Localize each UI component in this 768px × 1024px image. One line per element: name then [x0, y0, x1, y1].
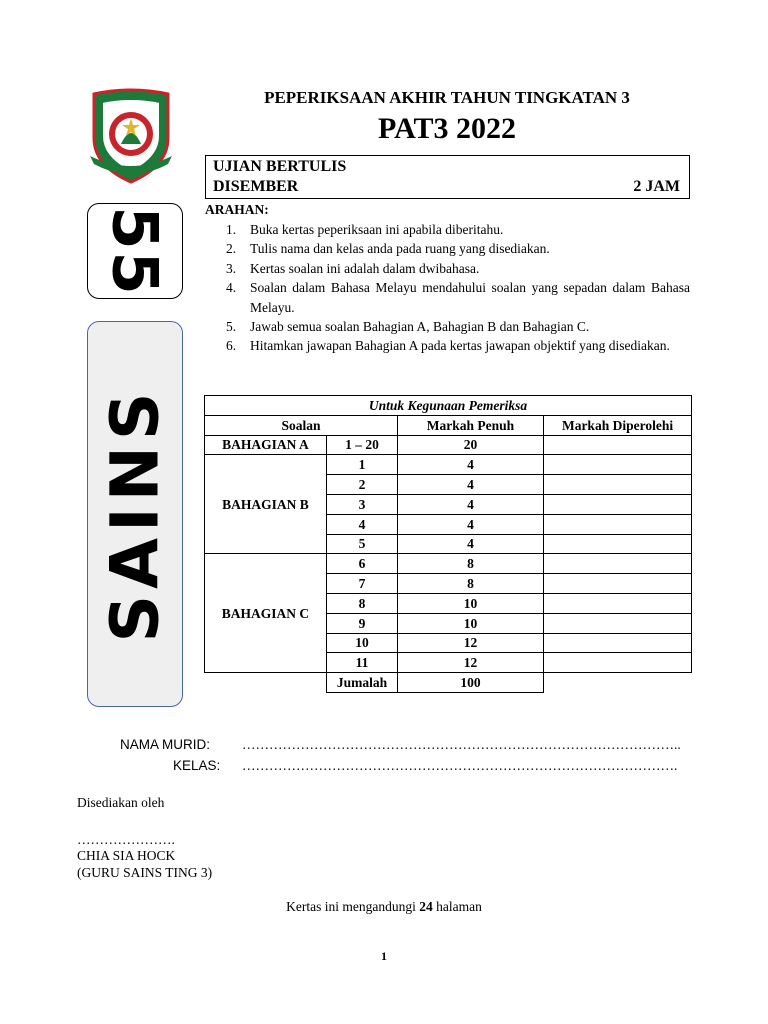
section-c-label: BAHAGIAN C	[205, 554, 327, 673]
page-count: 24	[419, 899, 433, 914]
full-marks: 4	[398, 514, 544, 534]
full-marks: 4	[398, 494, 544, 514]
question-number: 7	[327, 574, 398, 594]
question-number: 3	[327, 494, 398, 514]
obtained-cell	[544, 613, 692, 633]
full-marks: 4	[398, 534, 544, 554]
subject-banner	[87, 321, 183, 707]
instructions-list	[226, 220, 690, 356]
obtained-cell	[544, 435, 692, 455]
instruction-item: 2. Tulis nama dan kelas anda pada ruang yang disediakan.	[226, 241, 550, 257]
page-number: 1	[381, 949, 387, 963]
school-crest-logo	[88, 88, 174, 184]
full-marks: 4	[398, 475, 544, 495]
table-row	[205, 435, 692, 455]
question-number: 9	[327, 613, 398, 633]
total-label: Jumalah	[327, 673, 398, 693]
instruction-item: 4. Soalan dalam Bahasa Melayu mendahului soalan yang sepadan dalam Bahasa Melayu.	[226, 280, 690, 315]
header-obtained: Markah Diperolehi	[544, 415, 692, 435]
exam-duration: 2 JAM	[633, 178, 680, 195]
full-marks: 8	[398, 574, 544, 594]
instruction-item: 3. Kertas soalan ini adalah dalam dwibahasa.	[226, 260, 480, 276]
full-marks: 4	[398, 455, 544, 475]
instruction-item: 6. Hitamkan jawapan Bahagian A pada kertas jawapan objektif yang disediakan.	[226, 338, 670, 354]
obtained-cell	[544, 534, 692, 554]
table-row	[205, 455, 692, 475]
exam-info-box	[205, 155, 690, 199]
instruction-item: 5. Jawab semua soalan Bahagian A, Bahagian B dan Bahagian C.	[226, 319, 590, 335]
marks-table	[204, 395, 692, 693]
exam-month: DISEMBER	[213, 178, 299, 195]
header-full-marks: Markah Penuh	[398, 415, 544, 435]
empty-cell	[205, 673, 327, 693]
question-number: 11	[327, 653, 398, 673]
obtained-cell	[544, 514, 692, 534]
question-number: 8	[327, 593, 398, 613]
header-question: Soalan	[205, 415, 398, 435]
full-marks: 10	[398, 613, 544, 633]
question-number: 4	[327, 514, 398, 534]
total-marks: 100	[398, 673, 544, 693]
obtained-cell	[544, 455, 692, 475]
student-class-field[interactable]: …………………………………………………………………………………….	[242, 758, 678, 773]
prepared-by-label: Disediakan oleh	[77, 795, 165, 810]
section-a-range: 1 – 20	[327, 435, 398, 455]
instruction-item: 1. Buka kertas peperiksaan ini apabila diberitahu.	[226, 222, 504, 237]
question-number: 5	[327, 534, 398, 554]
table-caption-row	[205, 396, 692, 416]
question-number: 6	[327, 554, 398, 574]
student-name-field[interactable]: ……………………………………………………………………………………..	[242, 737, 681, 752]
section-b-label: BAHAGIAN B	[205, 455, 327, 554]
question-number: 1	[327, 455, 398, 475]
student-name-label: NAMA MURID:	[120, 737, 211, 752]
empty-cell	[544, 673, 692, 693]
obtained-cell	[544, 653, 692, 673]
question-number: 10	[327, 633, 398, 653]
full-marks: 10	[398, 593, 544, 613]
obtained-cell	[544, 574, 692, 594]
exam-code: PAT3 2022	[377, 112, 517, 145]
teacher-name: CHIA SIA HOCK	[77, 848, 176, 863]
obtained-cell	[544, 475, 692, 495]
exam-type: UJIAN BERTULIS	[213, 158, 347, 175]
obtained-cell	[544, 593, 692, 613]
teacher-role: (GURU SAINS TING 3)	[77, 865, 213, 880]
question-number: 2	[327, 475, 398, 495]
table-caption: Untuk Kegunaan Pemeriksa	[205, 396, 692, 416]
obtained-cell	[544, 633, 692, 653]
signature-line: ………………….	[77, 832, 175, 847]
section-a-marks: 20	[398, 435, 544, 455]
page-count-note: Kertas ini mengandungi 24 halaman	[286, 899, 482, 914]
section-a-label: BAHAGIAN A	[205, 435, 327, 455]
obtained-cell	[544, 554, 692, 574]
paper-number: 55	[98, 205, 172, 297]
table-total-row	[205, 673, 692, 693]
table-row	[205, 554, 692, 574]
obtained-cell	[544, 494, 692, 514]
student-class-label: KELAS:	[173, 758, 221, 773]
subject-name: SAINS	[96, 386, 174, 642]
table-header-row	[205, 415, 692, 435]
full-marks: 8	[398, 554, 544, 574]
full-marks: 12	[398, 633, 544, 653]
paper-number-badge	[87, 203, 183, 299]
exam-title: PEPERIKSAAN AKHIR TAHUN TINGKATAN 3	[264, 88, 630, 107]
instructions-heading: ARAHAN:	[205, 202, 269, 217]
full-marks: 12	[398, 653, 544, 673]
